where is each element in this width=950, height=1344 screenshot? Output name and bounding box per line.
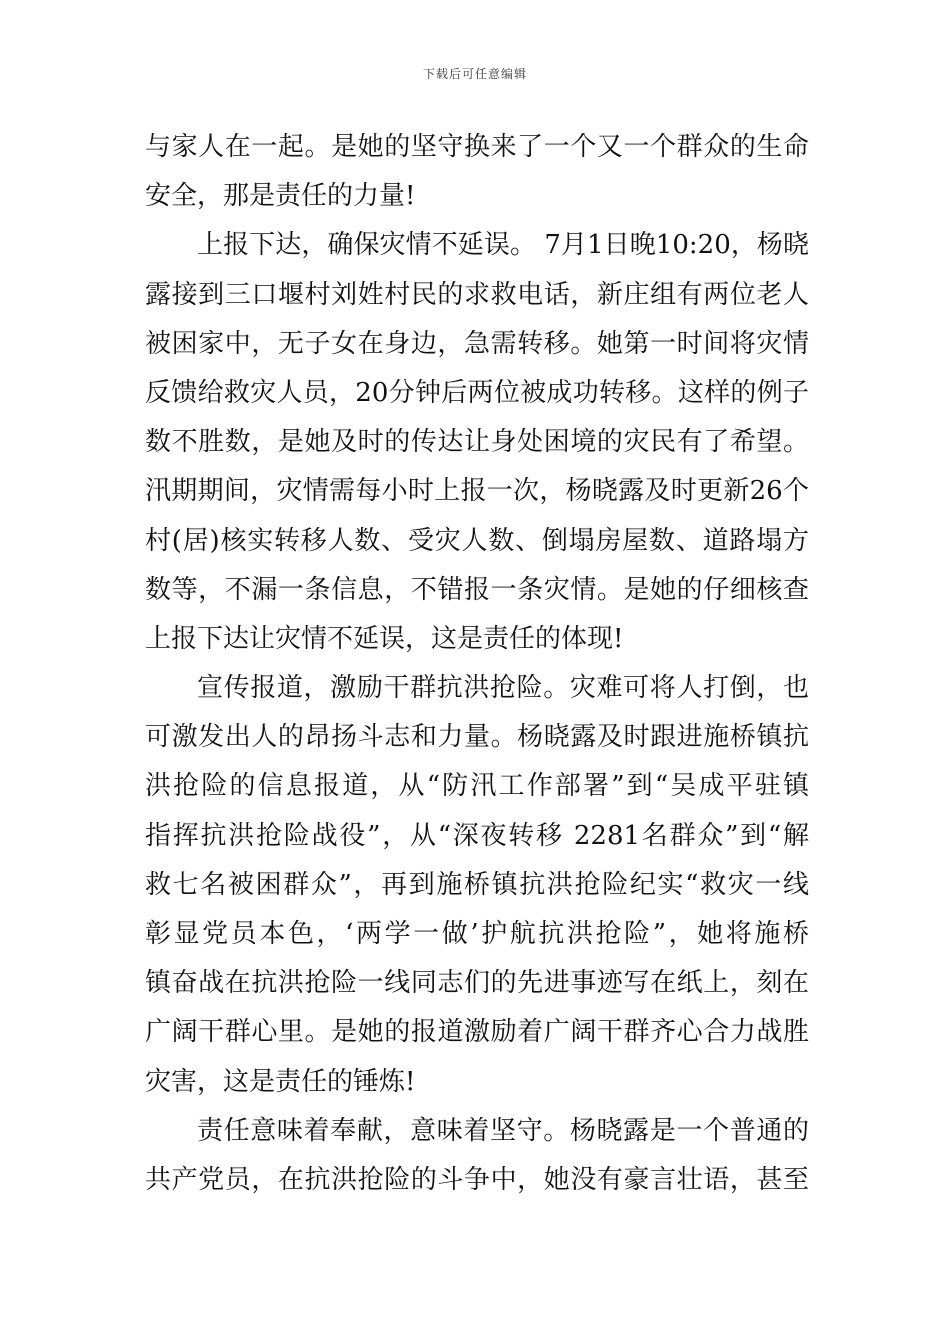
text-line: 责任意味着奉献，意味着坚守。杨晓露是一个普通的 (197, 1115, 809, 1146)
text-line: 安全，那是责任的力量! (145, 181, 416, 212)
text-line: 广阔干群心里。是她的报道激励着广阔干群齐心合力战胜 (145, 1017, 809, 1048)
text-line: 可激发出人的昂扬斗志和力量。杨晓露及时跟进施桥镇抗 (145, 722, 809, 753)
text-line: 与家人在一起。是她的坚守换来了一个又一个群众的生命 (145, 132, 809, 162)
text-line: 被困家中，无子女在身边，急需转移。她第一时间将灾情 (145, 328, 809, 359)
text-line: 汛期期间，灾情需每小时上报一次，杨晓露及时更新26个 (145, 476, 809, 507)
text-line: 露接到三口堰村刘姓村民的求救电话，新庄组有两位老人 (145, 279, 809, 310)
text-line: 洪抢险的信息报道，从“防汛工作部署”到“吴成平驻镇 (145, 771, 809, 802)
body-text (145, 123, 809, 1205)
text-line: 指挥抗洪抢险战役”，从“深夜转移 2281名群众”到“解 (145, 820, 809, 851)
text-line: 上报下达让灾情不延误，这是责任的体现! (145, 623, 624, 654)
text-line: 村(居)核实转移人数、受灾人数、倒塌房屋数、道路塌方 (145, 525, 809, 556)
text-line: 数不胜数，是她及时的传达让身处困境的灾民有了希望。 (145, 427, 809, 458)
text-line: 共产党员，在抗洪抢险的斗争中，她没有豪言壮语，甚至 (145, 1164, 809, 1195)
text-line: 上报下达，确保灾情不延误。 7月1日晚10:20，杨晓 (197, 230, 809, 261)
text-line: 彰显党员本色，‘两学一做’护航抗洪抢险”，她将施桥 (145, 919, 809, 949)
text-line: 反馈给救灾人员，20分钟后两位被成功转移。这样的例子 (145, 377, 809, 408)
text-line: 灾害，这是责任的锤炼! (145, 1066, 416, 1097)
text-line: 宣传报道，激励干群抗洪抢险。灾难可将人打倒，也 (197, 673, 809, 704)
text-line: 救七名被困群众”，再到施桥镇抗洪抢险纪实“救灾一线 (145, 869, 809, 900)
text-line: 镇奋战在抗洪抢险一线同志们的先进事迹写在纸上，刻在 (145, 968, 809, 999)
text-line: 数等，不漏一条信息，不错报一条灾情。是她的仔细核查 (145, 574, 809, 605)
page-header: 下载后可任意编辑 (422, 67, 527, 81)
